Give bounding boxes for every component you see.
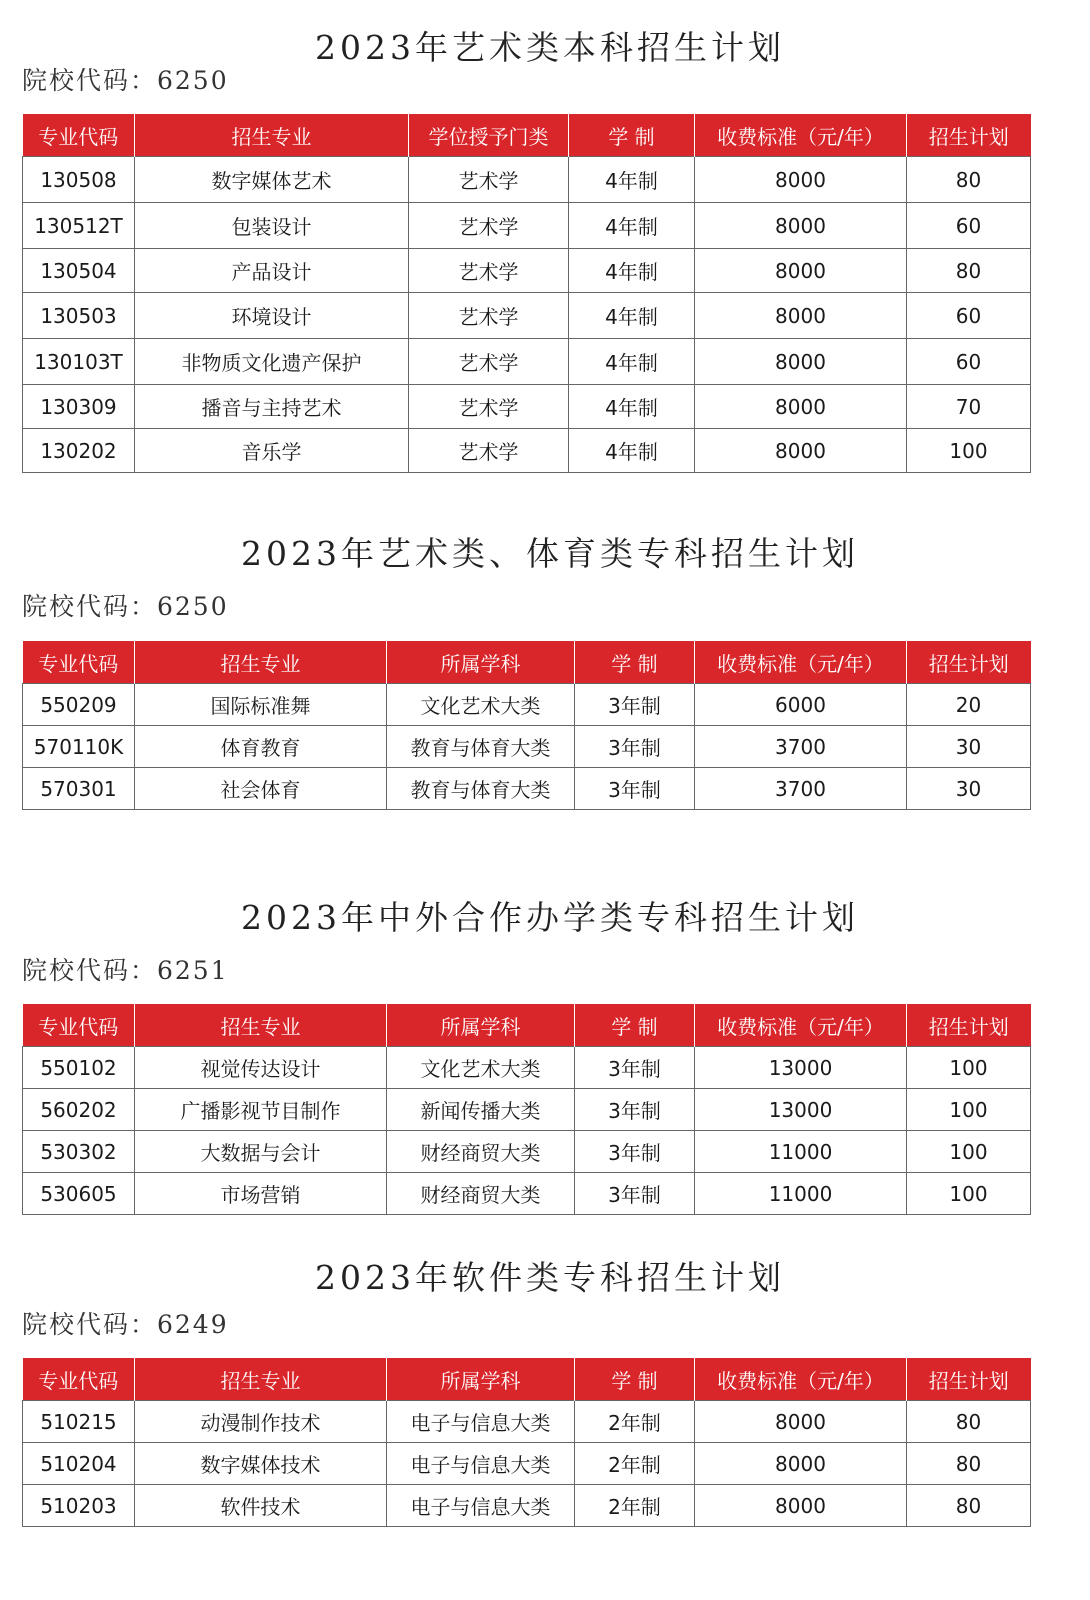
cell-major: 数字媒体艺术 <box>135 157 409 203</box>
cell-quota: 30 <box>907 768 1031 810</box>
plan-table <box>22 641 1031 810</box>
cell-duration: 3年制 <box>575 726 695 768</box>
table-header-row <box>23 1358 1031 1401</box>
cell-duration: 4年制 <box>569 385 695 429</box>
table-row <box>23 157 1031 203</box>
table-row <box>23 429 1031 473</box>
header-quota: 招生计划 <box>907 641 1031 684</box>
cell-quota: 80 <box>907 1443 1031 1485</box>
cell-code: 130504 <box>23 249 135 293</box>
table-row <box>23 339 1031 385</box>
cell-discipline: 文化艺术大类 <box>387 684 575 726</box>
cell-code: 510204 <box>23 1443 135 1485</box>
header-major-code: 专业代码 <box>23 1004 135 1047</box>
cell-fee: 8000 <box>695 1401 907 1443</box>
header-discipline: 所属学科 <box>387 1358 575 1401</box>
cell-duration: 3年制 <box>575 1047 695 1089</box>
cell-discipline: 文化艺术大类 <box>387 1047 575 1089</box>
cell-quota: 30 <box>907 726 1031 768</box>
cell-fee: 8000 <box>695 249 907 293</box>
cell-major: 动漫制作技术 <box>135 1401 387 1443</box>
cell-category: 艺术学 <box>409 293 569 339</box>
header-duration: 学 制 <box>575 641 695 684</box>
table-row <box>23 385 1031 429</box>
cell-code: 130202 <box>23 429 135 473</box>
cell-code: 130309 <box>23 385 135 429</box>
cell-discipline: 财经商贸大类 <box>387 1131 575 1173</box>
section-title: 2023年软件类专科招生计划 <box>315 1258 785 1297</box>
cell-major: 音乐学 <box>135 429 409 473</box>
cell-major: 体育教育 <box>135 726 387 768</box>
table-row <box>23 249 1031 293</box>
cell-duration: 3年制 <box>575 684 695 726</box>
cell-fee: 3700 <box>695 726 907 768</box>
cell-duration: 3年制 <box>575 768 695 810</box>
plan-table <box>22 1004 1031 1215</box>
header-major-code: 专业代码 <box>23 114 135 157</box>
table-row <box>23 1401 1031 1443</box>
cell-quota: 70 <box>907 385 1031 429</box>
cell-code: 560202 <box>23 1089 135 1131</box>
table-row <box>23 1485 1031 1527</box>
header-fee: 收费标准（元/年） <box>695 1358 907 1401</box>
cell-quota: 80 <box>907 1401 1031 1443</box>
section-title: 2023年艺术类、体育类专科招生计划 <box>241 534 859 573</box>
section-art-undergraduate <box>22 0 1030 480</box>
cell-fee: 8000 <box>695 203 907 249</box>
cell-major: 非物质文化遗产保护 <box>135 339 409 385</box>
cell-duration: 3年制 <box>575 1089 695 1131</box>
cell-category: 艺术学 <box>409 339 569 385</box>
cell-fee: 8000 <box>695 385 907 429</box>
cell-major: 社会体育 <box>135 768 387 810</box>
cell-duration: 4年制 <box>569 339 695 385</box>
cell-code: 130103T <box>23 339 135 385</box>
cell-fee: 3700 <box>695 768 907 810</box>
table-row <box>23 1173 1031 1215</box>
plan-table <box>22 1358 1031 1527</box>
header-major-code: 专业代码 <box>23 641 135 684</box>
cell-quota: 100 <box>907 1131 1031 1173</box>
cell-code: 130508 <box>23 157 135 203</box>
cell-code: 570301 <box>23 768 135 810</box>
table-row <box>23 1131 1031 1173</box>
cell-code: 510203 <box>23 1485 135 1527</box>
cell-major: 广播影视节目制作 <box>135 1089 387 1131</box>
cell-fee: 6000 <box>695 684 907 726</box>
table-row <box>23 1047 1031 1089</box>
cell-category: 艺术学 <box>409 157 569 203</box>
cell-major: 产品设计 <box>135 249 409 293</box>
cell-duration: 4年制 <box>569 293 695 339</box>
cell-fee: 8000 <box>695 293 907 339</box>
section-title: 2023年艺术类本科招生计划 <box>315 28 785 67</box>
cell-quota: 80 <box>907 1485 1031 1527</box>
cell-discipline: 财经商贸大类 <box>387 1173 575 1215</box>
cell-fee: 8000 <box>695 1485 907 1527</box>
table-row <box>23 684 1031 726</box>
table-row <box>23 1443 1031 1485</box>
cell-code: 550209 <box>23 684 135 726</box>
cell-duration: 2年制 <box>575 1485 695 1527</box>
cell-discipline: 教育与体育大类 <box>387 768 575 810</box>
cell-major: 视觉传达设计 <box>135 1047 387 1089</box>
cell-fee: 13000 <box>695 1089 907 1131</box>
school-code: 院校代码：6250 <box>22 66 229 95</box>
cell-fee: 8000 <box>695 339 907 385</box>
table-row <box>23 293 1031 339</box>
cell-duration: 4年制 <box>569 429 695 473</box>
header-duration: 学 制 <box>575 1358 695 1401</box>
cell-category: 艺术学 <box>409 203 569 249</box>
cell-discipline: 教育与体育大类 <box>387 726 575 768</box>
cell-fee: 11000 <box>695 1131 907 1173</box>
cell-major: 大数据与会计 <box>135 1131 387 1173</box>
cell-quota: 80 <box>907 157 1031 203</box>
cell-major: 国际标准舞 <box>135 684 387 726</box>
cell-quota: 100 <box>907 1173 1031 1215</box>
header-major: 招生专业 <box>135 1004 387 1047</box>
cell-code: 530605 <box>23 1173 135 1215</box>
table-header-row <box>23 114 1031 157</box>
cell-fee: 8000 <box>695 429 907 473</box>
header-fee: 收费标准（元/年） <box>695 641 907 684</box>
header-category: 学位授予门类 <box>409 114 569 157</box>
table-row <box>23 768 1031 810</box>
table-row <box>23 726 1031 768</box>
cell-major: 软件技术 <box>135 1485 387 1527</box>
cell-discipline: 电子与信息大类 <box>387 1401 575 1443</box>
section-art-sports-college <box>22 534 1030 814</box>
school-code: 院校代码：6251 <box>22 956 229 985</box>
header-major: 招生专业 <box>135 1358 387 1401</box>
section-sino-foreign-college <box>22 898 1030 1218</box>
cell-category: 艺术学 <box>409 249 569 293</box>
cell-code: 550102 <box>23 1047 135 1089</box>
cell-fee: 8000 <box>695 157 907 203</box>
cell-discipline: 电子与信息大类 <box>387 1485 575 1527</box>
cell-duration: 4年制 <box>569 249 695 293</box>
header-duration: 学 制 <box>569 114 695 157</box>
header-quota: 招生计划 <box>907 114 1031 157</box>
header-discipline: 所属学科 <box>387 1004 575 1047</box>
cell-quota: 20 <box>907 684 1031 726</box>
cell-code: 510215 <box>23 1401 135 1443</box>
header-major: 招生专业 <box>135 114 409 157</box>
cell-duration: 4年制 <box>569 203 695 249</box>
cell-duration: 2年制 <box>575 1401 695 1443</box>
cell-quota: 100 <box>907 1047 1031 1089</box>
cell-major: 包装设计 <box>135 203 409 249</box>
section-title: 2023年中外合作办学类专科招生计划 <box>241 898 859 937</box>
cell-quota: 60 <box>907 339 1031 385</box>
cell-category: 艺术学 <box>409 385 569 429</box>
header-fee: 收费标准（元/年） <box>695 114 907 157</box>
cell-major: 播音与主持艺术 <box>135 385 409 429</box>
cell-code: 530302 <box>23 1131 135 1173</box>
section-software-college <box>22 1258 1030 1538</box>
cell-code: 130512T <box>23 203 135 249</box>
table-header-row <box>23 641 1031 684</box>
cell-major: 数字媒体技术 <box>135 1443 387 1485</box>
school-code: 院校代码：6249 <box>22 1310 229 1339</box>
cell-code: 570110K <box>23 726 135 768</box>
cell-quota: 80 <box>907 249 1031 293</box>
cell-quota: 100 <box>907 1089 1031 1131</box>
header-major: 招生专业 <box>135 641 387 684</box>
cell-quota: 100 <box>907 429 1031 473</box>
cell-duration: 4年制 <box>569 157 695 203</box>
header-fee: 收费标准（元/年） <box>695 1004 907 1047</box>
header-duration: 学 制 <box>575 1004 695 1047</box>
cell-duration: 2年制 <box>575 1443 695 1485</box>
table-header-row <box>23 1004 1031 1047</box>
cell-code: 130503 <box>23 293 135 339</box>
plan-table <box>22 114 1031 473</box>
cell-quota: 60 <box>907 293 1031 339</box>
cell-fee: 11000 <box>695 1173 907 1215</box>
table-row <box>23 1089 1031 1131</box>
cell-major: 环境设计 <box>135 293 409 339</box>
school-code: 院校代码：6250 <box>22 592 229 621</box>
cell-fee: 8000 <box>695 1443 907 1485</box>
cell-duration: 3年制 <box>575 1173 695 1215</box>
cell-fee: 13000 <box>695 1047 907 1089</box>
header-major-code: 专业代码 <box>23 1358 135 1401</box>
header-discipline: 所属学科 <box>387 641 575 684</box>
cell-discipline: 新闻传播大类 <box>387 1089 575 1131</box>
table-row <box>23 203 1031 249</box>
header-quota: 招生计划 <box>907 1004 1031 1047</box>
header-quota: 招生计划 <box>907 1358 1031 1401</box>
cell-category: 艺术学 <box>409 429 569 473</box>
cell-discipline: 电子与信息大类 <box>387 1443 575 1485</box>
cell-major: 市场营销 <box>135 1173 387 1215</box>
cell-duration: 3年制 <box>575 1131 695 1173</box>
cell-quota: 60 <box>907 203 1031 249</box>
